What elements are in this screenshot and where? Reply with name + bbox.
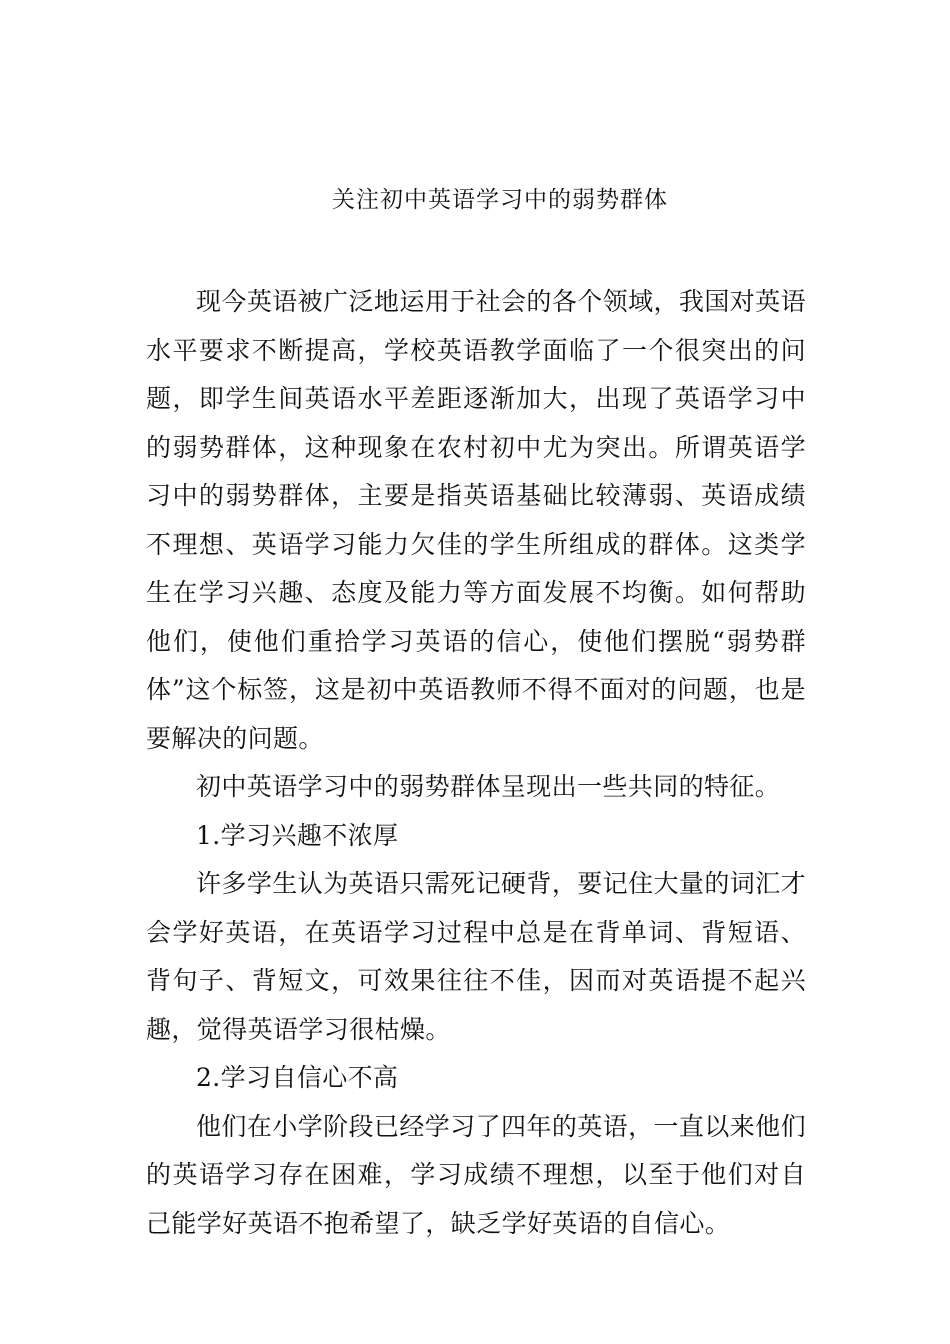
paragraph-interest: 许多学生认为英语只需死记硬背，要记住大量的词汇才会学好英语，在英语学习过程中总是在背单词、背短语、背句子、背短文，可效果往往不佳，因而对英语提不起兴趣，觉得英语学习很枯燥。: [146, 869, 806, 1044]
section-heading-confidence: 2.学习自信心不高: [196, 1063, 399, 1092]
section-heading-interest: 1.学习兴趣不浓厚: [196, 820, 399, 850]
document-body: [146, 278, 806, 1248]
paragraph-confidence: 他们在小学阶段已经学习了四年的英语，一直以来他们的英语学习存在困难，学习成绩不理想，以至于他们对自己能学好英语不抱希望了，缺乏学好英语的自信心。: [146, 1111, 806, 1238]
paragraph-features-lead: 初中英语学习中的弱势群体呈现出一些共同的特征。: [196, 772, 781, 801]
paragraph-intro: 现今英语被广泛地运用于社会的各个领域，我国对英语水平要求不断提高，学校英语教学面临了一个很突出的问题，即学生间英语水平差距逐渐加大，出现了英语学习中的弱势群体，这种现象在农村初中尤为突出。所谓英语学习中的弱势群体，主要是指英语基础比较薄弱、英语成绩不理想、英语学习能力欠佳的学生所组成的群体。这类学生在学习兴趣、态度及能力等方面发展不均衡。如何帮助他们，使他们重拾学习英语的信心，使他们摆脱“弱势群体”这个标签，这是初中英语教师不得不面对的问题，也是要解决的问题。: [146, 287, 806, 753]
document-title: 关注初中英语学习中的弱势群体: [332, 187, 668, 213]
